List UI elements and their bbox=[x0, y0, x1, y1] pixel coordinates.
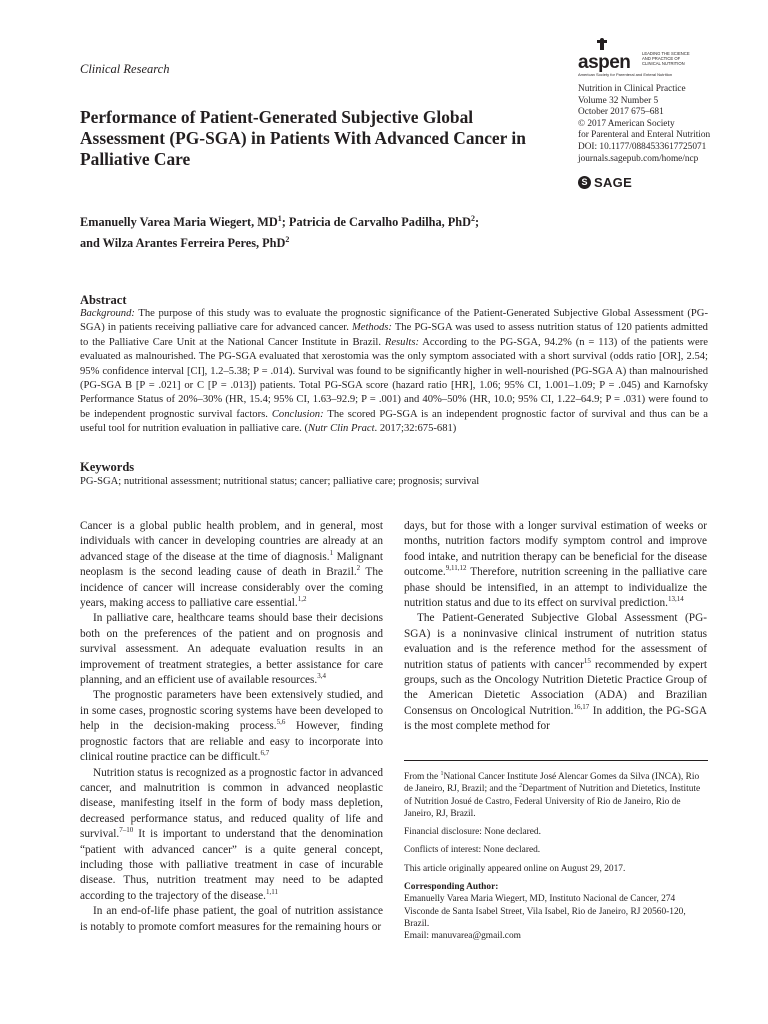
citation-sup: 15 bbox=[583, 656, 591, 665]
abstract-label: Conclusion: bbox=[271, 408, 324, 420]
abstract-label: Methods: bbox=[351, 322, 392, 334]
journal-line: Volume 32 Number 5 bbox=[578, 95, 659, 106]
body-paragraph: The prognostic parameters have been extensively studied, and in some cases, prognostic scoring systems have been developed to help in the decision-making process.$^{5,6}$ However, finding prognostic factors that are reliable and easy to incorporate into clinical routine practice can be difficult.$^{6,7}$ bbox=[80, 689, 383, 764]
citation-sup: 3,4 bbox=[317, 672, 326, 681]
citation-rest: . 2017;32:675-681) bbox=[374, 423, 457, 435]
section-label: Clinical Research bbox=[80, 62, 170, 76]
abstract-heading: Abstract bbox=[80, 293, 127, 307]
abstract-background: The purpose of this study was to evaluate the prognostic significance of the Patient-Generated Subjective Global Assessment (PG-SGA) in patients receiving palliative care for advanced cancer. bbox=[80, 308, 708, 334]
online-date: This article originally appeared online on August 29, 2017. bbox=[404, 863, 626, 874]
sage-logo bbox=[578, 175, 632, 190]
affiliation-sup: 2 bbox=[471, 214, 475, 223]
citation-sup: 6,7 bbox=[260, 749, 270, 758]
journal-line: for Parenteral and Enteral Nutrition bbox=[578, 130, 711, 141]
body-paragraph: In palliative care, healthcare teams should base their decisions both on the preferences of the patient and on prognosis and survival assessment. An adequate evaluation results in an improvement of treatment strategies, a better assistance for care planning, and an efficient use of available resources.$^{3,4}$ bbox=[80, 612, 383, 687]
body-column-left bbox=[80, 519, 383, 935]
affiliation-sup: 1 bbox=[277, 214, 282, 223]
body-paragraph: The Patient-Generated Subjective Global Assessment (PG-SGA) is a noninvasive clinical instrument of nutrition status evaluation and is the reference method for the assessment of nutrition status of patients with cancer$^{15}$ recommended by expert groups, such as the Oncology Nutrition Dietetic Practice Group of the American Dietetic Association (ADA) and Brazilian Consensus on Oncological Nutrition.$^{16,17}$ In addition, the PG-SGA is the most complete method for bbox=[404, 612, 707, 733]
body-column-right bbox=[404, 519, 707, 735]
affiliation-sup: 2 bbox=[519, 783, 523, 790]
journal-info bbox=[578, 84, 738, 165]
body-paragraph: Cancer is a global public health problem, and in general, most individuals with cancer in developing countries are already at an advanced stage of the disease at the time of diagnosis.$^1$ Malignant neoplasm is the second leading cause of death in Brazil.$^2$ The incidence of cancer will increase considerably over the coming years, making access to palliative care essential.$^{1,2}$ bbox=[80, 520, 384, 610]
citation-sup: 1 bbox=[329, 549, 334, 558]
abstract-conclusion: The scored PG-SGA is an independent prognostic factor of survival and thus can be a useful tool for nutrition evaluation in palliative care. ( bbox=[80, 408, 708, 435]
citation-sup: 7–10 bbox=[119, 826, 134, 835]
abstract-text bbox=[80, 307, 708, 437]
sage-s-icon: S bbox=[578, 176, 591, 189]
body-paragraph: Nutrition status is recognized as a prognostic factor in advanced cancer, and malnutrition is common in advanced neoplastic disease, manifesting itself in the form of body mass depletion, decreased performance status, and reduced quality of life and survival.$^{7-10}$ It is important to understand that the denomination “patient with advanced cancer” is a quite general concept, including those with palliative treatment in case of incurable disease. Thus, nutrition treatment may need to be adapted according to the trajectory of the disease.$^{1,11}$ bbox=[80, 766, 383, 902]
journal-line: DOI: 10.1177/0884533617725071 bbox=[578, 141, 707, 152]
logo-brand: aspen bbox=[578, 52, 631, 73]
abstract-methods: The PG-SGA was used to assess nutrition status of 120 patients admitted to the Palliative Care Unit at the National Cancer Institute in Brazil. bbox=[80, 322, 708, 348]
conflicts-of-interest: Conflicts of interest: None declared. bbox=[404, 845, 541, 856]
citation-journal: Nutr Clin Pract bbox=[308, 423, 375, 435]
logo-tagline: LEADING THE SCIENCE AND PRACTICE OF CLINICAL NUTRITION bbox=[642, 51, 690, 66]
keywords-heading: Keywords bbox=[80, 460, 135, 474]
citation-sup: 1,11 bbox=[266, 887, 279, 896]
citation-sup: 16,17 bbox=[573, 703, 590, 712]
author-separator: ; bbox=[475, 215, 480, 230]
journal-line: Nutrition in Clinical Practice bbox=[578, 84, 686, 94]
sage-wordmark: SAGE bbox=[594, 175, 633, 190]
torch-icon bbox=[600, 38, 604, 50]
aspen-logo bbox=[578, 38, 690, 78]
affiliation-sup: 1 bbox=[440, 770, 444, 777]
abstract-label: Background: bbox=[80, 308, 135, 319]
abstract-label: Results: bbox=[384, 336, 419, 348]
keywords-text: PG-SGA; nutritional assessment; nutritional status; cancer; palliative care; prognosis; survival bbox=[80, 476, 480, 487]
citation-sup: 9,11,12 bbox=[445, 564, 467, 573]
journal-line: October 2017 675–681 bbox=[578, 107, 664, 118]
footnotes bbox=[404, 760, 708, 949]
article-title: Performance of Patient-Generated Subjective Global Assessment (PG-SGA) in Patients With Advanced Cancer in Palliative Care bbox=[80, 107, 526, 169]
body-paragraph: days, but for those with a longer survival estimation of weeks or months, nutrition factors modify symptom control and improve food intake, and nutrition therapy can be beneficial for the disease outcome.$^{9,11,12}$ Therefore, nutrition screening in the palliative care phase should be intensified, in an attempt to individualize the nutrition status and due to its effect on survival prediction.$^{13,14}$ bbox=[404, 520, 707, 610]
citation-sup: 13,14 bbox=[667, 595, 684, 604]
citation-sup: 2 bbox=[356, 564, 361, 573]
author-name: ; Patricia de Carvalho Padilha, PhD bbox=[281, 215, 471, 230]
financial-disclosure: Financial disclosure: None declared. bbox=[404, 827, 541, 838]
corresponding-email-link[interactable]: Email: manuvarea@gmail.com bbox=[404, 931, 521, 942]
corresponding-address: Emanuelly Varea Maria Wiegert, MD, Instituto Nacional de Cancer, 274 Visconde de Santa Isabel Street, Vila Isabel, Rio de Janeiro, RJ 20560-120, Brazil. bbox=[404, 894, 686, 929]
affiliation-sup: 2 bbox=[285, 235, 290, 245]
abstract-results: According to the PG-SGA, 94.2% (n = 113) of the patients were evaluated as malnourished. The PG-SGA evaluated that xerostomia was the only symptom associated with a short survival (odds ratio [OR], 2.54; 95% confidence interval [CI], 1.2–5.38; P = .014). Survival was found to be significantly higher in well-nourished (PG-SGA A) than malnourished (PG-SGA B [P = .021] or C [P = .013]) patients. Total PG-SGA score (hazard ratio [HR], 1.06; 95% CI, 1.001–1.09; P = .045) and Karnofsky Performance Status of 20%–30% (HR, 15.4; 95% CI, 1.63–92.9; P = .001) and 40%–50% (HR, 10.0; 95% CI, 1.22–64.9; P = .031) were found to be independent prognostic survival factors. bbox=[80, 336, 708, 420]
citation-sup: 1,2 bbox=[297, 595, 307, 604]
author-list bbox=[80, 210, 640, 252]
journal-line: © 2017 American Society bbox=[578, 118, 675, 129]
body-paragraph: In an end-of-life phase patient, the goal of nutrition assistance is notably to promote comfort measures for the remaining hours or bbox=[80, 905, 383, 933]
affiliations: From the $^1$National Cancer Institute José Alencar Gomes da Silva (INCA), Rio de Janeiro, RJ, Brazil; and the $^2$Department of Nutrition and Dietetics, Institute of Nutrition Josué de Castro, Federal University of Rio de Janeiro, Rio de Janeiro, RJ, Brazil. bbox=[404, 770, 701, 819]
author-name: Emanuelly Varea Maria Wiegert, MD bbox=[80, 215, 278, 230]
author-name: and Wilza Arantes Ferreira Peres, PhD bbox=[80, 236, 286, 251]
citation-sup: 5,6 bbox=[276, 718, 286, 727]
logo-subtitle: American Society for Parenteral and Enteral Nutrition bbox=[578, 72, 673, 77]
corresponding-author-heading: Corresponding Author: bbox=[404, 882, 499, 893]
journal-url-link[interactable]: journals.sagepub.com/home/ncp bbox=[578, 153, 699, 164]
